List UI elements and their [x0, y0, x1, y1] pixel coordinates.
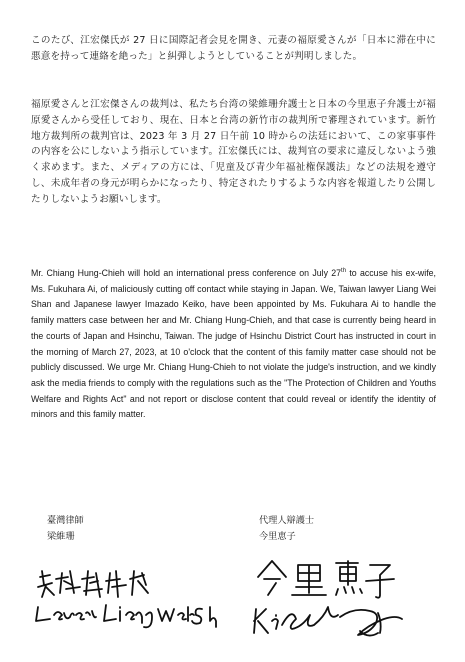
english-paragraph-text — [31, 266, 436, 423]
left-signer-role: 臺灣律師 — [47, 515, 84, 526]
japanese-paragraph-2 — [31, 97, 436, 208]
japanese-paragraph-2-text: 福原愛さんと江宏傑さんの裁判は、私たち台湾の梁維珊弁護士と日本の今里恵子弁護士が福原愛さんから受任しており、現在、日本と台湾の新竹市の裁判所で審理されています。新竹地方裁判所の裁判官は、2023 年 3 月 27 日午前 10 時からの法廷において、この家事事件の内容を公にしないよう指示しています。江宏傑氏には、裁判官の要求に違反しないよう強く求めます。また、メディアの方には、「児童及び青少年福祉権保護法」などの法規を遵守し、未成年者の身元が明らかになったり、特定されたりするような内容を報道したり公開したりしないようお願いします。 — [31, 99, 436, 205]
japanese-paragraph-1-text: このたび、江宏傑氏が 27 日に国際記者会見を開き、元妻の福原愛さんが「日本に滞在中に悪意を持って連絡を絶った」と糾弾しようとしていることが判明しました。 — [31, 35, 436, 62]
japanese-paragraph-1 — [31, 33, 436, 65]
liang-wei-shan-handwritten-signature — [30, 563, 220, 638]
ordinal-suffix: th — [341, 268, 347, 275]
imazado-keiko-handwritten-signature — [250, 555, 415, 645]
left-signer-name: 梁維珊 — [47, 531, 75, 542]
right-signer-name: 今里恵子 — [259, 531, 296, 542]
english-text-rest: to accuse his ex-wife, Ms. Fukuhara Ai, of maliciously cutting off contact while staying in Japan. We, Taiwan lawyer Liang Wei Shan and Japanese lawyer Imazado Keiko, have been appointed by Ms. Fukuhara Ai to handle the family matters case between her and Mr. Chiang Hung-Chieh, and that case is currently being heard in the courts of Japan and Hsinchu, Taiwan. The judge of Hsinchu District Court has instructed in court in the morning of March 27, 2023, at 10 o'clock that the content of this family matter case should not be publicly discussed. We urge Mr. Chiang Hung-Chieh to not violate the judge's instruction, and we kindly ask the media friends to comply with the regulations such as the "The Protection of Children and Youths Welfare and Rights Act" and not report or disclose content that could reveal or identify the identity of minors and this family matter. — [31, 268, 436, 420]
right-signer-role: 代理人辯護士 — [259, 515, 315, 526]
english-paragraph — [31, 266, 436, 423]
english-text-start: Mr. Chiang Hung-Chieh will hold an international press conference on July 27 — [31, 268, 342, 278]
